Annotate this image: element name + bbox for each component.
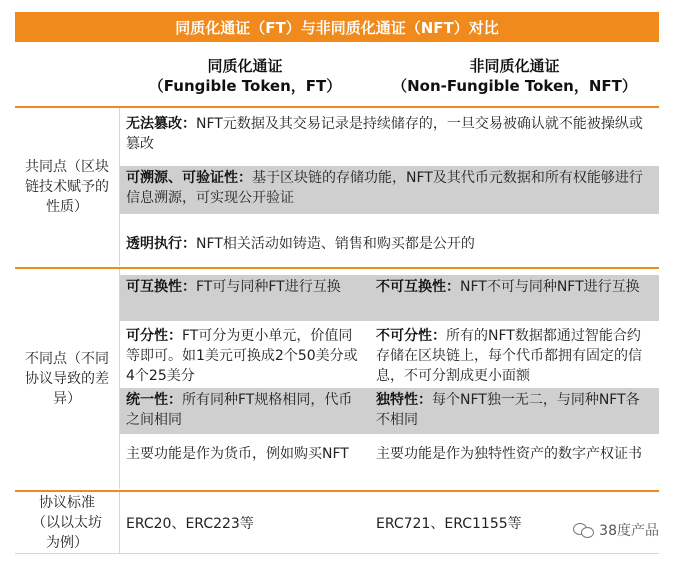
- ft-text: FT可分为更小单元，价值同等即可。如1美元可换成2个50美分或4个25美分: [126, 328, 358, 384]
- header-ft-line2: （Fungible Token，FT）: [148, 77, 342, 95]
- nft-text: 所有的NFT数据都通过智能合约存储在区块链上，每个代币都拥有固定的信息，不可分割成更小面额: [376, 328, 642, 384]
- common-text: NFT元数据及其交易记录是持续储存的，一旦交易被确认就不能被操纵或篡改: [126, 116, 643, 152]
- common-text: NFT相关活动如铸造、销售和购买都是公开的: [196, 236, 475, 252]
- watermark-text: 38度产品: [599, 523, 659, 539]
- nft-text: 每个NFT独一无二，与同种NFT各不相同: [376, 392, 640, 428]
- nft-text: 主要功能是作为独特性资产的数字产权证书: [376, 446, 642, 462]
- common-term: 无法篡改：: [126, 116, 196, 132]
- ft-term: 统一性：: [126, 392, 182, 408]
- protocol-nft: ERC721、ERC1155等: [376, 516, 522, 532]
- divider: [15, 553, 659, 554]
- ft-text: 所有同种FT规格相同，代币之间相同: [126, 392, 353, 428]
- ft-cell: [120, 442, 370, 488]
- common-label: [15, 108, 119, 266]
- header-nft: [370, 56, 659, 102]
- header-nft-line1: 非同质化通证: [469, 57, 560, 75]
- header-ft-line1: 同质化通证: [207, 57, 283, 75]
- nft-cell: [370, 324, 659, 384]
- protocol-ft: ERC20、ERC223等: [126, 516, 254, 532]
- protocol-label: [15, 492, 119, 554]
- differences-label: [15, 269, 119, 489]
- header-nft-line2: （Non-Fungible Token，NFT）: [392, 77, 637, 95]
- ft-term: 可互换性：: [126, 279, 196, 295]
- differences-label-text: 不同点（不同协议导致的差异）: [25, 351, 109, 407]
- common-row: [120, 166, 659, 214]
- common-text: 基于区块链的存储功能，NFT及其代币元数据和所有权能够进行信息溯源，可实现公开验证: [126, 170, 643, 206]
- table-title: 同质化通证（FT）与非同质化通证（NFT）对比: [15, 12, 659, 42]
- watermark: [573, 520, 659, 540]
- nft-cell: [370, 388, 659, 434]
- ft-cell: [120, 275, 370, 321]
- nft-term: 不可分性：: [376, 328, 446, 344]
- common-term: 可溯源、可验证性：: [126, 170, 252, 186]
- common-row: [120, 232, 659, 258]
- nft-cell: [370, 442, 659, 488]
- common-row: [120, 112, 659, 162]
- ft-term: 可分性：: [126, 328, 182, 344]
- header-ft: [120, 56, 370, 102]
- ft-cell: [120, 324, 370, 384]
- nft-cell: [370, 275, 659, 321]
- nft-term: 不可互换性：: [376, 279, 460, 295]
- nft-term: 独特性：: [376, 392, 432, 408]
- protocol-label-text: 协议标准（以以太坊为例）: [32, 495, 102, 551]
- wechat-icon: [573, 522, 595, 538]
- common-label-text: 共同点（区块链技术赋予的性质）: [25, 159, 109, 215]
- ft-text: 主要功能是作为货币，例如购买NFT: [126, 446, 349, 462]
- ft-cell: [120, 388, 370, 434]
- ft-text: FT可与同种FT进行互换: [196, 279, 341, 295]
- common-term: 透明执行：: [126, 236, 196, 252]
- nft-text: NFT不可与同种NFT进行互换: [460, 279, 640, 295]
